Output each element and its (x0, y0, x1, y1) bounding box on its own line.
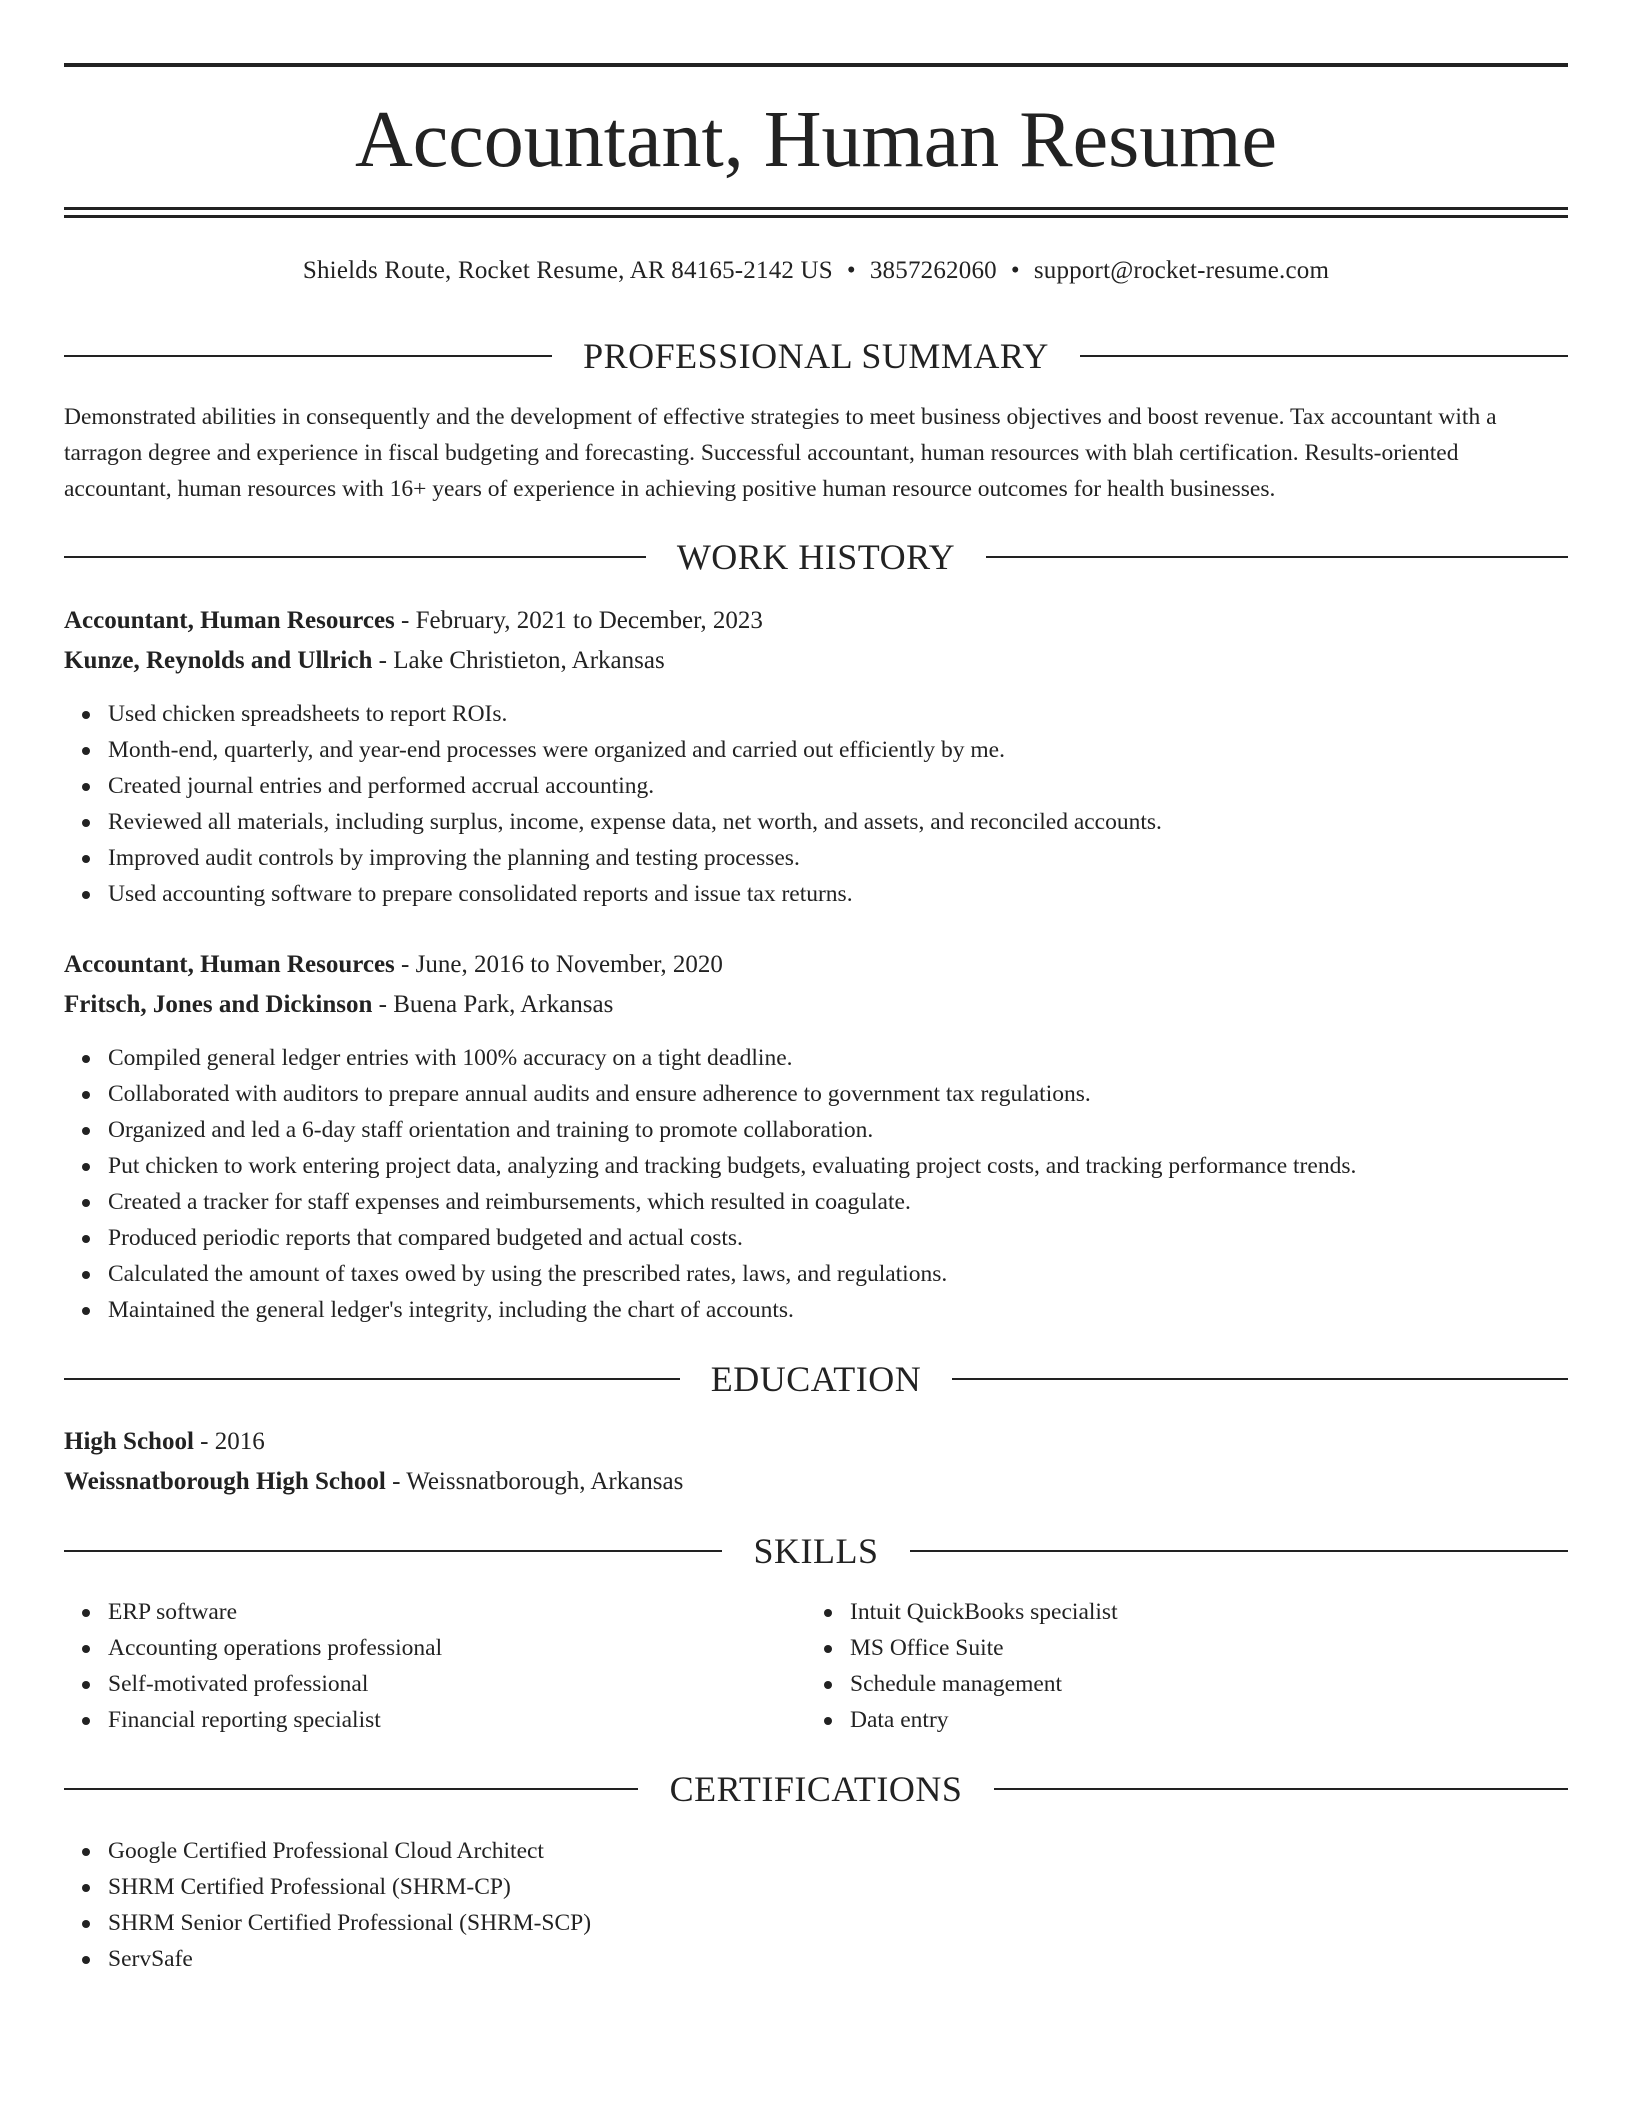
job-dates: - February, 2021 to December, 2023 (394, 607, 763, 634)
list-item: Organized and led a 6-day staff orientation and training to promote collaboration. (64, 1112, 1356, 1148)
job-bullets (64, 1040, 1356, 1328)
list-item: Created journal entries and performed accrual accounting. (64, 768, 1162, 804)
contact-address: Shields Route, Rocket Resume, AR 84165-2142 US (302, 257, 833, 284)
education-school-line (64, 1464, 683, 1500)
job-dates: - June, 2016 to November, 2020 (394, 951, 723, 978)
job-title-line (64, 603, 763, 639)
list-item: Compiled general ledger entries with 100% accuracy on a tight deadline. (64, 1040, 1356, 1076)
job-company-line (64, 643, 665, 679)
list-item: Produced periodic reports that compared budgeted and actual costs. (64, 1220, 1356, 1256)
skill-item: ERP software (64, 1594, 442, 1630)
summary-text: Demonstrated abilities in consequently and the development of effective strategies to meet business objectives and boost revenue. Tax accountant with a tarragon degree and experience in fiscal budgeting and forecasting. Successful accountant, human resources with blah certification. Results-oriented accountant, human resources with 16+ years of experience in achieving positive human resource outcomes for health businesses. (64, 404, 1497, 502)
list-item: Month-end, quarterly, and year-end processes were organized and carried out efficiently by me. (64, 732, 1162, 768)
education-degree-line (64, 1424, 265, 1460)
section-title: CERTIFICATIONS (669, 1769, 963, 1809)
section-title: SKILLS (753, 1531, 879, 1571)
skills-list-right (806, 1594, 1118, 1738)
section-title: EDUCATION (710, 1359, 922, 1399)
list-item: Maintained the general ledger's integrity, including the chart of accounts. (64, 1292, 1356, 1328)
skill-item: Data entry (806, 1702, 1118, 1738)
job-company: Fritsch, Jones and Dickinson (64, 991, 373, 1018)
education-degree: High School (64, 1428, 194, 1455)
job-location: - Buena Park, Arkansas (372, 991, 614, 1018)
job-title-line (64, 947, 723, 983)
skills-list-left (64, 1594, 442, 1738)
list-item: Improved audit controls by improving the planning and testing processes. (64, 840, 1162, 876)
certification-item: SHRM Senior Certified Professional (SHRM-SCP) (64, 1905, 591, 1941)
section-header-certifications (64, 1766, 1568, 1812)
section-header-education (64, 1356, 1568, 1402)
skill-item: Schedule management (806, 1666, 1118, 1702)
skill-item: Accounting operations professional (64, 1630, 442, 1666)
contact-email: support@rocket-resume.com (1033, 257, 1330, 284)
certification-item: ServSafe (64, 1941, 591, 1977)
skill-item: Self-motivated professional (64, 1666, 442, 1702)
list-item: Calculated the amount of taxes owed by using the prescribed rates, laws, and regulations. (64, 1256, 1356, 1292)
job-company-line (64, 987, 613, 1023)
list-item: Put chicken to work entering project data, analyzing and tracking budgets, evaluating project costs, and tracking performance trends. (64, 1148, 1356, 1184)
list-item: Used chicken spreadsheets to report ROIs. (64, 696, 1162, 732)
contact-separator: • (1010, 257, 1020, 284)
education-year: - 2016 (193, 1428, 265, 1455)
header-top-rule (64, 63, 1568, 67)
header-rule-lower (64, 215, 1568, 218)
skill-item: Intuit QuickBooks specialist (806, 1594, 1118, 1630)
certifications-list (64, 1833, 591, 1977)
section-header-summary (64, 333, 1568, 379)
certification-item: SHRM Certified Professional (SHRM-CP) (64, 1869, 591, 1905)
section-header-work-history (64, 534, 1568, 580)
contact-line (64, 253, 1568, 289)
contact-separator: • (846, 257, 856, 284)
job-bullets (64, 696, 1162, 912)
section-header-skills (64, 1528, 1568, 1574)
resume-name: Accountant, Human Resume (355, 96, 1277, 184)
list-item: Used accounting software to prepare consolidated reports and issue tax returns. (64, 876, 1162, 912)
education-location: - Weissnatborough, Arkansas (385, 1468, 684, 1495)
job-company: Kunze, Reynolds and Ullrich (64, 647, 373, 674)
job-title: Accountant, Human Resources (64, 951, 395, 978)
skill-item: Financial reporting specialist (64, 1702, 442, 1738)
section-title: WORK HISTORY (676, 537, 956, 577)
job-title: Accountant, Human Resources (64, 607, 395, 634)
skill-item: MS Office Suite (806, 1630, 1118, 1666)
education-school: Weissnatborough High School (64, 1468, 386, 1495)
contact-phone: 3857262060 (869, 257, 997, 284)
certification-item: Google Certified Professional Cloud Architect (64, 1833, 591, 1869)
job-location: - Lake Christieton, Arkansas (372, 647, 665, 674)
list-item: Collaborated with auditors to prepare annual audits and ensure adherence to government tax regulations. (64, 1076, 1356, 1112)
list-item: Created a tracker for staff expenses and reimbursements, which resulted in coagulate. (64, 1184, 1356, 1220)
section-title: PROFESSIONAL SUMMARY (583, 336, 1049, 376)
list-item: Reviewed all materials, including surplus, income, expense data, net worth, and assets, and reconciled accounts. (64, 804, 1162, 840)
header-rule-upper (64, 207, 1568, 210)
